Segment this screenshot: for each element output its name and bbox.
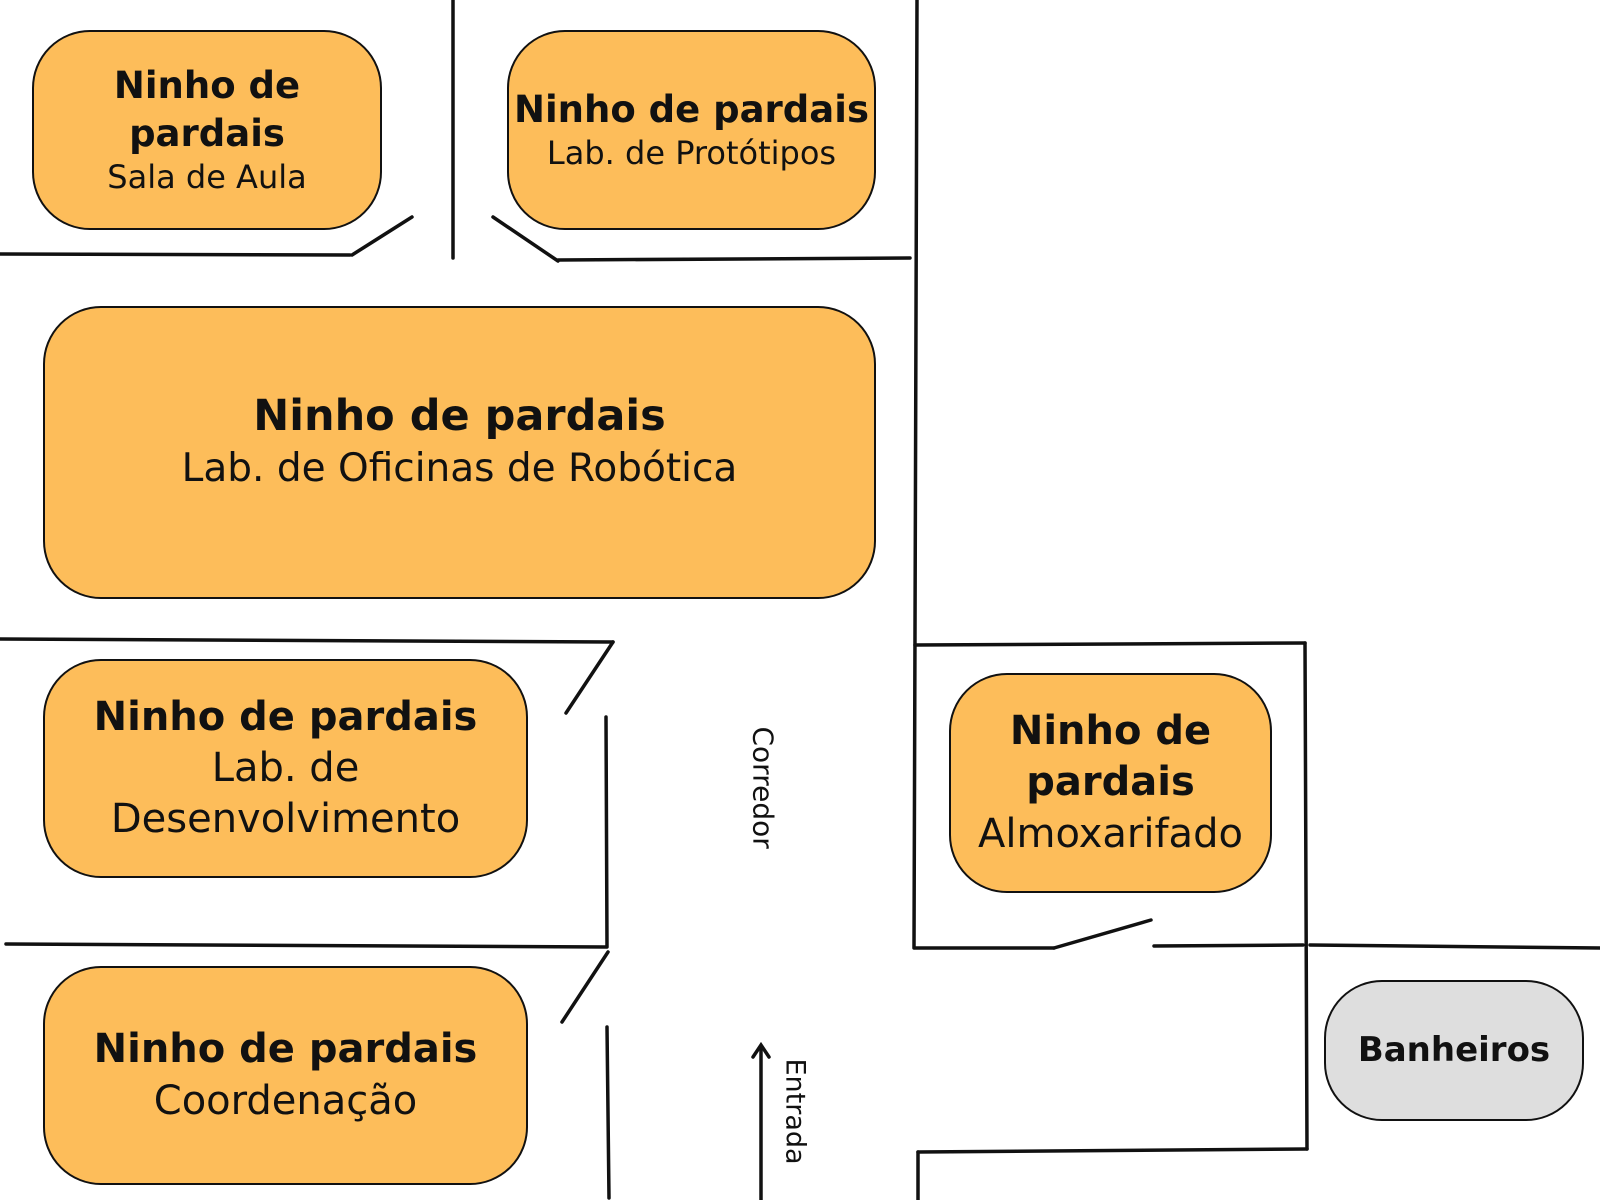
room-title: Banheiros xyxy=(1357,1029,1551,1070)
room-desenvolvimento xyxy=(43,659,528,878)
wall xyxy=(6,944,606,947)
door-leaf xyxy=(352,217,412,255)
door-leaf xyxy=(566,642,613,713)
wall xyxy=(914,0,917,948)
room-title: Ninho de pardais xyxy=(253,391,666,442)
room-title: Ninho de pardais xyxy=(93,693,478,740)
wall xyxy=(1154,945,1303,946)
room-title: Ninho de pardais xyxy=(93,1026,478,1073)
wall xyxy=(0,639,613,642)
room-title: Ninho de pardais xyxy=(113,64,301,155)
room-prototipos xyxy=(507,30,876,230)
room-sala-de-aula xyxy=(32,30,382,230)
room-coordenacao xyxy=(43,966,528,1185)
room-title: Ninho de pardais xyxy=(514,87,869,131)
corridor-label: Corredor xyxy=(746,726,780,849)
door-leaf xyxy=(562,952,608,1022)
wall xyxy=(558,258,910,260)
wall xyxy=(607,1027,609,1198)
wall xyxy=(1310,945,1600,948)
room-robotica xyxy=(43,306,876,599)
room-subtitle: Sala de Aula xyxy=(107,157,307,196)
room-almoxarifado xyxy=(949,673,1272,893)
room-banheiros xyxy=(1324,980,1584,1121)
wall xyxy=(918,1149,1307,1152)
room-subtitle: Lab. de Desenvolvimento xyxy=(110,744,461,843)
room-title: Ninho de pardais xyxy=(1009,708,1212,806)
wall xyxy=(606,717,607,947)
wall xyxy=(915,643,1305,645)
entrance-label: Entrada xyxy=(779,1058,811,1165)
room-subtitle: Lab. de Protótipos xyxy=(546,134,837,173)
wall xyxy=(0,254,350,255)
room-subtitle: Coordenação xyxy=(153,1077,418,1124)
wall xyxy=(1305,643,1307,1149)
room-subtitle: Lab. de Oficinas de Robótica xyxy=(181,446,738,492)
door-leaf xyxy=(1054,920,1151,948)
room-subtitle: Almoxarifado xyxy=(978,810,1243,857)
